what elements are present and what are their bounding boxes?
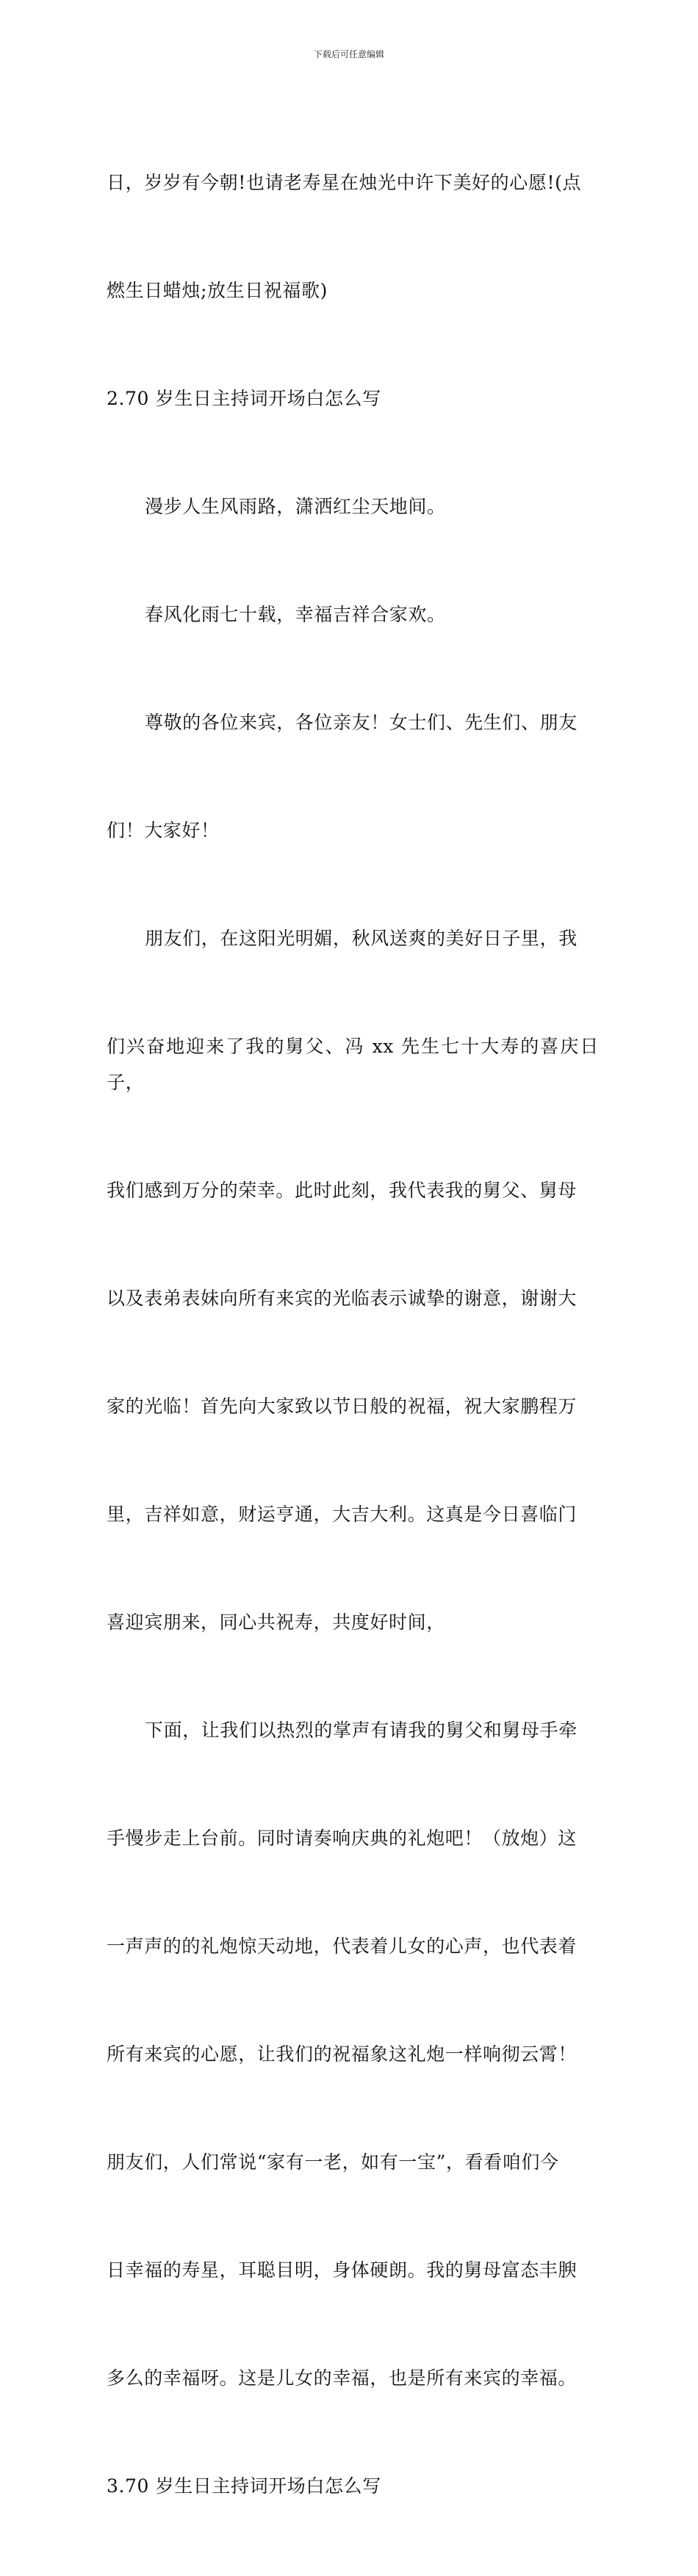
text-line: 漫步人生风雨路，潇洒红尘天地间。 — [145, 496, 446, 517]
text-line: 日幸福的寿星，耳聪目明，身体硬朗。我的舅母富态丰腴 — [107, 2259, 578, 2281]
text-line: 春风化雨七十载，幸福吉祥合家欢。 — [145, 604, 446, 625]
text-line: 所有来宾的心愿，让我们的祝福象这礼炮一样响彻云霄！ — [107, 2043, 578, 2065]
text-line: 们！大家好！ — [107, 820, 220, 841]
text-line: 燃生日蜡烛;放生日祝福歌) — [107, 280, 328, 301]
text-line: 一声声的的礼炮惊天动地，代表着儿女的心声，也代表着 — [107, 1935, 578, 1957]
document-body — [107, 93, 599, 2576]
section-heading: 2.70 岁生日主持词开场白怎么写 — [107, 388, 381, 409]
text-line: 以及表弟表妹向所有来宾的光临表示诚挚的谢意，谢谢大 — [107, 1288, 578, 1309]
text-line: 家的光临！首先向大家致以节日般的祝福，祝大家鹏程万 — [107, 1396, 578, 1417]
text-line: 我们感到万分的荣幸。此时此刻，我代表我的舅父、舅母 — [107, 1180, 578, 1201]
text-line: 多么的幸福呀。这是儿女的幸福，也是所有来宾的幸福。 — [107, 2367, 578, 2389]
text-line: 里，吉祥如意，财运亨通，大吉大利。这真是今日喜临门 — [107, 1504, 578, 1525]
text-line: 下面，让我们以热烈的掌声有请我的舅父和舅母手牵 — [145, 1720, 578, 1741]
text-line: 尊敬的各位来宾，各位亲友！女士们、先生们、朋友 — [145, 712, 578, 733]
text-line: 朋友们，人们常说“家有一老，如有一宝”，看看咱们今 — [107, 2151, 559, 2173]
section-heading: 3.70 岁生日主持词开场白怎么写 — [107, 2475, 381, 2497]
text-line: 手慢步走上台前。同时请奏响庆典的礼炮吧！（放炮）这 — [107, 1828, 578, 1849]
page-header: 下载后可任意编辑 — [313, 49, 384, 59]
text-line: 朋友们，在这阳光明媚，秋风送爽的美好日子里，我 — [145, 928, 578, 949]
text-line: 们兴奋地迎来了我的舅父、冯 xx 先生七十大寿的喜庆日子， — [107, 1036, 599, 1093]
text-line: 喜迎宾朋来，同心共祝寿，共度好时间， — [107, 1612, 445, 1633]
text-line: 日，岁岁有今朝!也请老寿星在烛光中许下美好的心愿!(点 — [107, 172, 582, 193]
body-text — [107, 93, 599, 2576]
